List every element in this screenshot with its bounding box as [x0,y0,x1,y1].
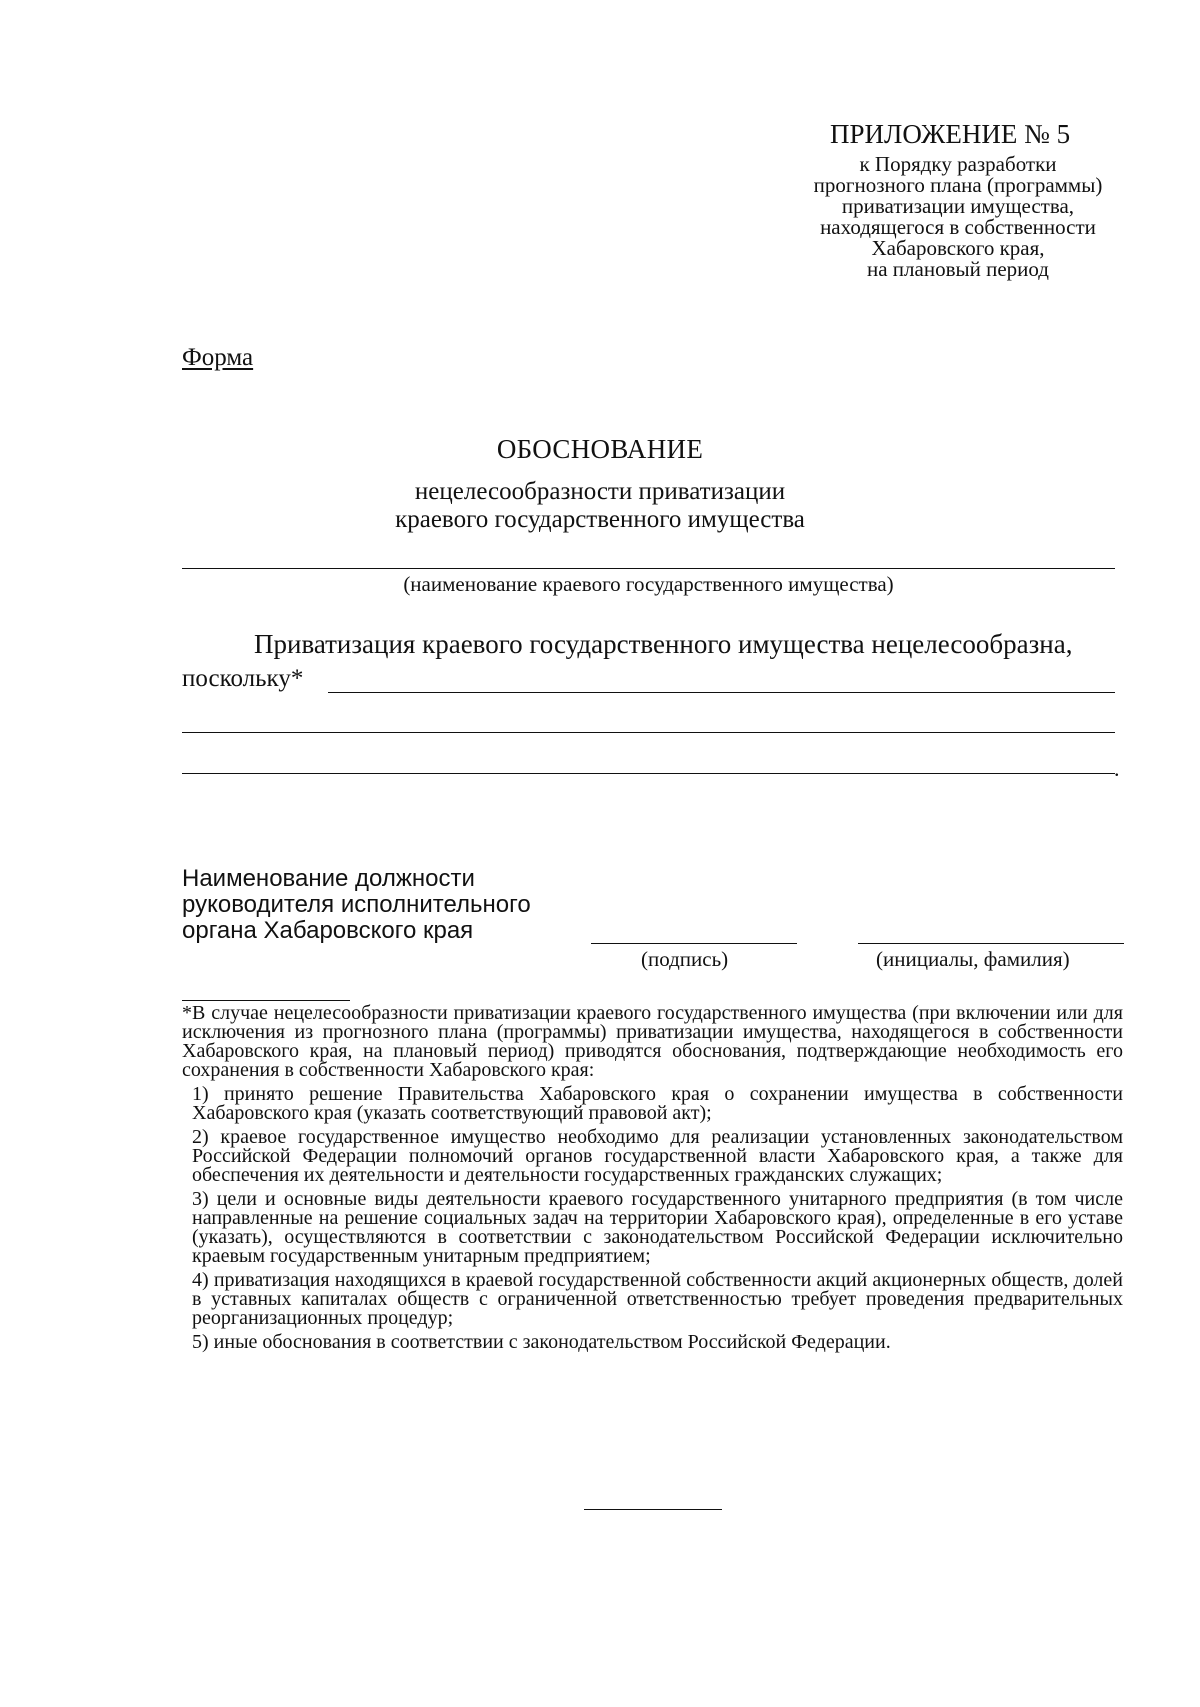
footnote-item: 2) краевое государственное имущество необходимо для реализации установленных законодательством Российской Федерации полномочий органов государственной власти Хабаровского края, а также для обеспечения их деятельности и деятельности государственных гражданских служащих; [192,1126,1123,1186]
appendix-line: приватизации имущества, [841,194,1075,218]
reason-field-line-3[interactable] [182,773,1115,774]
footnote-intro: *В случае нецелесообразности приватизации краевого государственного имущества (при включении или для исключения из прогнозного плана (программы) приватизации имущества, находящегося в собственности Хабаровского края, на плановый период) приводятся обоснования, подтверждающие необходимость его сохранения в собственности Хабаровского края: [182,1002,1123,1081]
reason-field-line-2[interactable] [182,732,1115,733]
property-name-caption: (наименование краевого государственного имущества) [403,572,894,596]
subtitle-line: нецелесообразности приватизации [414,478,786,505]
property-name-field[interactable] [182,568,1115,569]
appendix-title: ПРИЛОЖЕНИЕ № 5 [830,119,1071,149]
end-divider [584,1509,722,1510]
initials-surname-caption: (инициалы, фамилия) [876,947,1070,971]
position-line: органа Хабаровского края [182,917,474,944]
appendix-reference [780,154,1136,280]
footnote-item: 3) цели и основные виды деятельности краевого государственного унитарного предприятия (в том числе направленные на решение социальных задач на территории Хабаровского края), определенные в его уставе (указать), осуществляются в соответствии с законодательством Российской Федерации исключительно краевым государственным унитарным предприятием; [192,1188,1123,1267]
document-subtitle [0,478,1200,534]
footnote-item: 5) иные обоснования в соответствии с законодательством Российской Федерации. [192,1331,891,1353]
footnote-item: 4) приватизация находящихся в краевой государственной собственности акций акционерных обществ, долей в уставных капиталах обществ с ограниченной ответственностью требует проведения предварительных реорганизационных процедур; [192,1269,1123,1329]
appendix-line: к Порядку разработки [859,152,1057,176]
statement-text: Приватизация краевого государственного имущества нецелесообразна, [254,629,1073,659]
footnote-divider [182,1000,350,1001]
appendix-line: находящегося в собственности [820,215,1096,239]
footnote-item: 1) принято решение Правительства Хабаровского края о сохранении имущества в собственности Хабаровского края (указать соответствующий правовой акт); [192,1083,1123,1124]
position-line: руководителя исполнительного [182,891,531,918]
initials-surname-field[interactable] [858,943,1124,944]
reason-field-line-1[interactable] [328,692,1115,693]
appendix-line: на плановый период [867,257,1049,281]
official-position [182,866,531,944]
appendix-line: прогнозного плана (программы) [813,173,1103,197]
footnote [182,1004,1123,1357]
appendix-line: Хабаровского края, [871,236,1045,260]
position-line: Наименование должности [182,865,475,892]
signature-caption: (подпись) [641,947,729,971]
subtitle-line: краевого государственного имущества [395,506,805,533]
because-label: поскольку* [182,665,304,692]
document-title: ОБОСНОВАНИЕ [496,434,704,464]
form-label: Форма [182,344,254,371]
reason-end-period: . [1114,756,1120,781]
signature-field[interactable] [591,943,797,944]
